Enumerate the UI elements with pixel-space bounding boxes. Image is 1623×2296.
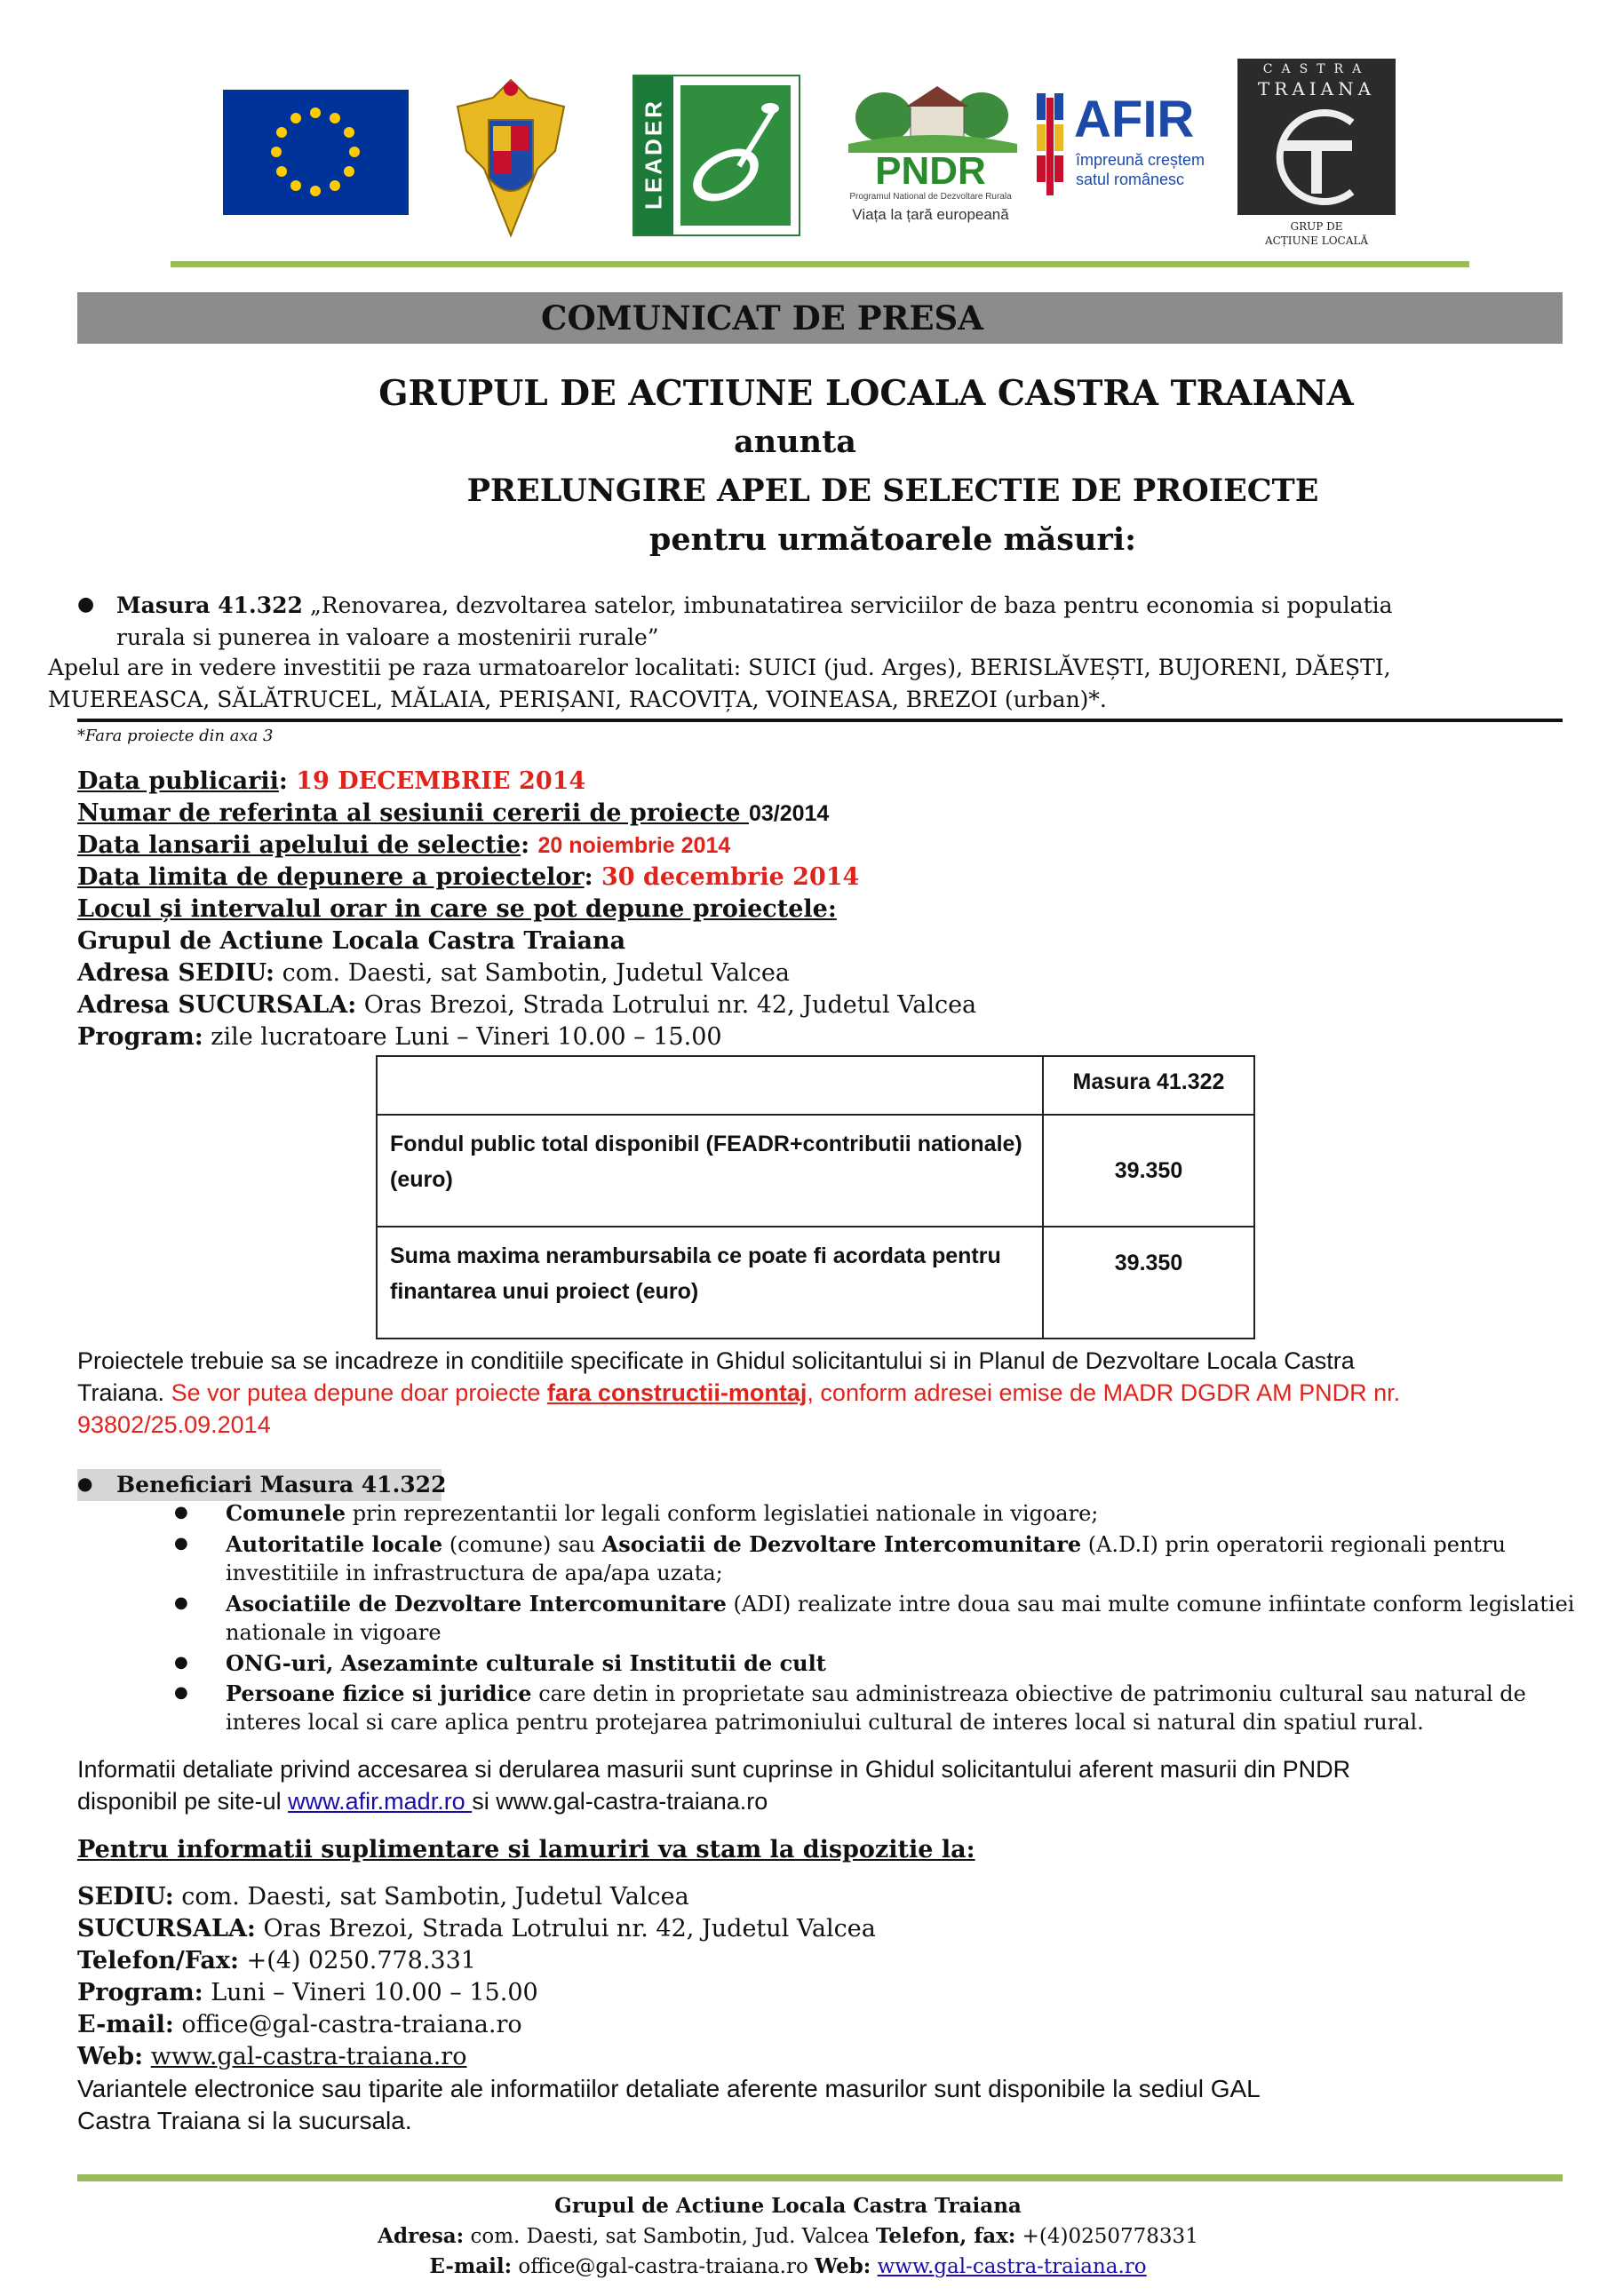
program-value: zile lucratoare Luni – Vineri 10.00 – 15.00 xyxy=(203,1023,722,1051)
branch-address-line xyxy=(77,989,976,1021)
details-line-1: Informatii detaliate privind accesarea si derularea masurii sunt cuprinse in Ghidul solicitantului aferent masurii din PNDR xyxy=(77,1756,1351,1783)
footer-org: Grupul de Actiune Locala Castra Traiana xyxy=(554,2194,1022,2218)
afir-text: AFIR xyxy=(1074,91,1195,148)
announce-word: anunta xyxy=(734,424,856,460)
leader-sower-icon xyxy=(677,82,794,229)
contact-program-label: Program: xyxy=(77,1979,203,2006)
table-row2-value: 39.350 xyxy=(1043,1227,1254,1339)
contact-email-value: office@gal-castra-traiana.ro xyxy=(173,2011,522,2038)
details-line-2 xyxy=(77,1785,768,1817)
conditions-line-2 xyxy=(77,1377,1400,1409)
beneficiary-5-rest: care detin in proprietate sau administreaza obiective de patrimoniu cultural sau natural de xyxy=(531,1681,1526,1706)
conditions-text-c: fara constructii-montaj xyxy=(546,1379,808,1406)
contact-branch-label: SUCURSALA: xyxy=(77,1915,256,1942)
contact-program-line xyxy=(77,1977,538,2009)
publication-date-label: Data publicarii xyxy=(77,767,279,795)
castra-subtext-2: ACȚIUNE LOCALĂ xyxy=(1264,234,1369,247)
castra-text-1: CASTRA xyxy=(1262,62,1371,76)
variants-line-1: Variantele electronice sau tiparite ale informatiilor detaliate aferente masurilor sunt disponibile la sediul GAL xyxy=(77,2075,1261,2102)
contact-web-link[interactable]: www.gal-castra-traiana.ro xyxy=(150,2043,467,2070)
program-label: Program: xyxy=(77,1023,203,1051)
castra-text-2: TRAIANA xyxy=(1257,78,1376,99)
contact-program-value: Luni – Vineri 10.00 – 15.00 xyxy=(203,1979,538,2006)
contact-branch-value: Oras Brezoi, Strada Lotrului nr. 42, Judetul Valcea xyxy=(255,1915,876,1942)
contact-phone-line xyxy=(77,1945,476,1977)
conditions-text-b: Se vor putea depune doar proiecte xyxy=(171,1379,547,1406)
afir-website-link[interactable]: www.afir.madr.ro xyxy=(288,1788,473,1815)
reference-number-value: 03/2014 xyxy=(748,801,830,826)
conditions-text-a: Traiana. xyxy=(77,1379,171,1406)
submission-place-heading: Locul și intervalul orar in care se pot depune proiectele: xyxy=(77,895,837,923)
call-title: PRELUNGIRE APEL DE SELECTIE DE PROIECTE xyxy=(466,473,1319,509)
beneficiary-2 xyxy=(226,1529,1506,1560)
branch-address-value: Oras Brezoi, Strada Lotrului nr. 42, Judetul Valcea xyxy=(356,991,977,1019)
contact-web-label: Web: xyxy=(77,2043,144,2070)
farm-house-icon xyxy=(848,82,1017,153)
beneficiary-2-rest: (A.D.I) prin operatorii regionali pentru xyxy=(1081,1532,1506,1557)
beneficiary-2-line-2: investitiile in infrastructura de apa/apa uzata; xyxy=(226,1561,723,1585)
footer-divider xyxy=(77,2174,1563,2181)
eu-flag-logo xyxy=(223,90,409,215)
deadline-line: Data limita de depunere a proiectelor: 30 decembrie 2014 xyxy=(77,863,860,891)
measure-divider xyxy=(77,719,1563,722)
footer-contact-line xyxy=(77,2252,1499,2281)
launch-date-value: 20 noiembrie 2014 xyxy=(537,833,731,858)
beneficiary-4 xyxy=(226,1649,826,1679)
footer-phone-value: +(4)0250778331 xyxy=(1015,2225,1198,2248)
beneficiaries-bullet: ● xyxy=(77,1473,93,1494)
contact-phone-value: +(4) 0250.778.331 xyxy=(238,1947,476,1974)
beneficiary-3-bold: Asociatiile de Dezvoltare Intercomunitare xyxy=(226,1591,727,1617)
beneficiary-5 xyxy=(226,1679,1526,1709)
contact-email-line xyxy=(77,2009,522,2041)
details-text-a: disponibil pe site-ul xyxy=(77,1788,289,1815)
hq-address-label: Adresa SEDIU: xyxy=(77,959,274,987)
leader-logo xyxy=(632,75,800,236)
measures-subtitle: pentru următoarele măsuri: xyxy=(648,521,1137,558)
beneficiary-bullet-1: ● xyxy=(174,1503,188,1521)
contact-email-label: E-mail: xyxy=(77,2011,174,2038)
beneficiary-1-bold: Comunele xyxy=(226,1500,346,1526)
contact-heading: Pentru informatii suplimentare si lamuriri va stam la dispozitie la: xyxy=(77,1836,975,1863)
details-text-b: si www.gal-castra-traiana.ro xyxy=(472,1788,768,1815)
castra-traiana-logo xyxy=(1237,59,1396,252)
launch-date-label: Data lansarii apelului de selectie xyxy=(77,831,521,859)
table-header-empty-cell xyxy=(377,1056,1043,1115)
beneficiary-2-mid: (comune) sau xyxy=(442,1532,602,1557)
measure-area-1: Apelul are in vedere investitii pe raza urmatoarelor localitati: SUICI (jud. Arges), BERISLĂVEȘTI, BUJORENI, DĂEȘTI, xyxy=(48,655,1391,680)
beneficiary-5-bold: Persoane fizice si juridice xyxy=(226,1680,532,1706)
measure-line-1 xyxy=(116,590,1393,622)
variants-line-2: Castra Traiana si la sucursala. xyxy=(77,2107,412,2134)
measure-name: Masura 41.322 xyxy=(116,592,303,618)
beneficiary-bullet-2: ● xyxy=(174,1534,188,1553)
table-row xyxy=(377,1115,1254,1227)
pndr-subtext: Programul National de Dezvoltare Rurala xyxy=(849,192,1012,202)
program-line xyxy=(77,1021,722,1053)
beneficiary-bullet-5: ● xyxy=(174,1683,188,1702)
measure-footnote: *Fara proiecte din axa 3 xyxy=(77,727,274,745)
eagle-icon xyxy=(449,71,573,240)
measure-desc-1: „Renovarea, dezvoltarea satelor, imbunatatirea serviciilor de baza pentru economia si populatia xyxy=(302,592,1393,618)
eu-stars-icon xyxy=(223,90,409,215)
castra-subtext-1: GRUP DE xyxy=(1290,220,1343,233)
beneficiary-3-line-2: nationale in vigoare xyxy=(226,1620,442,1645)
leader-text: LEADER xyxy=(640,99,667,210)
footer-address-line xyxy=(77,2222,1499,2251)
beneficiary-3 xyxy=(226,1589,1574,1619)
beneficiaries-title: Beneficiari Masura 41.322 xyxy=(116,1472,447,1498)
table-row1-value: 39.350 xyxy=(1043,1115,1254,1227)
beneficiary-bullet-3: ● xyxy=(174,1593,188,1612)
beneficiary-2-bold-2: Asociatii de Dezvoltare Intercomunitare xyxy=(601,1531,1082,1557)
deadline-label: Data limita de depunere a proiectelor xyxy=(77,863,585,891)
afir-subtext-2: satul românesc xyxy=(1076,171,1185,188)
afir-wheat-icon xyxy=(1033,89,1069,204)
footer-email-value: office@gal-castra-traiana.ro xyxy=(512,2255,815,2278)
afir-logo xyxy=(1033,89,1211,204)
beneficiary-5-line-2: interes local si care aplica pentru protejarea patrimoniului cultural de interes local si natural din spatiul rural. xyxy=(226,1710,1424,1735)
footer-address-value: com. Daesti, sat Sambotin, Jud. Valcea xyxy=(464,2225,876,2248)
footer-web-link[interactable]: www.gal-castra-traiana.ro xyxy=(877,2255,1147,2278)
conditions-line-1: Proiectele trebuie sa se incadreze in conditiile specificate in Ghidul solicitantului si in Planul de Dezvoltare Locala Castra xyxy=(77,1347,1355,1374)
hq-address-line xyxy=(77,957,790,989)
branch-address-label: Adresa SUCURSALA: xyxy=(77,991,357,1019)
beneficiary-2-bold-1: Autoritatile locale xyxy=(226,1531,443,1557)
beneficiary-bullet-4: ● xyxy=(174,1653,188,1672)
romania-coat-of-arms-logo xyxy=(449,71,573,240)
header-divider xyxy=(171,261,1469,267)
contact-branch-line xyxy=(77,1913,876,1945)
press-banner-title: COMUNICAT DE PRESA xyxy=(541,298,983,338)
conditions-text-d: , conform adresei emise de MADR DGDR AM PNDR nr. xyxy=(807,1379,1401,1406)
table-row xyxy=(377,1227,1254,1339)
table-row1-label: Fondul public total disponibil (FEADR+contributii nationale)(euro) xyxy=(377,1115,1043,1227)
pndr-logo xyxy=(839,82,1022,231)
hq-address-value: com. Daesti, sat Sambotin, Judetul Valcea xyxy=(274,959,790,987)
castra-emblem-icon xyxy=(1263,105,1370,210)
table-row xyxy=(377,1056,1254,1115)
afir-subtext-1: împreună creștem xyxy=(1076,151,1205,169)
beneficiary-4-bold: ONG-uri, Asezaminte culturale si Institutii de cult xyxy=(226,1650,826,1676)
measure-bullet: ● xyxy=(77,593,95,616)
table-col-header: Masura 41.322 xyxy=(1043,1056,1254,1115)
beneficiary-1 xyxy=(226,1498,1098,1529)
measure-desc-2: rurala si punerea in valoare a mostenirii rurale” xyxy=(116,624,659,650)
pndr-text: PNDR xyxy=(875,149,986,193)
contact-phone-label: Telefon/Fax: xyxy=(77,1947,239,1974)
reference-number-label: Numar de referinta al sesiunii cererii de proiecte xyxy=(77,799,749,827)
reference-number-line xyxy=(77,798,829,830)
beneficiary-1-rest: prin reprezentantii lor legali conform legislatiei nationale in vigoare; xyxy=(346,1501,1099,1526)
table-row2-label: Suma maxima nerambursabila ce poate fi acordata pentru finantarea unui proiect (euro) xyxy=(377,1227,1043,1339)
footer-address-label: Adresa: xyxy=(378,2224,465,2248)
footer-web-label: Web: xyxy=(815,2254,871,2278)
pndr-tagline: Viața la țară europeană xyxy=(852,206,1009,223)
measure-area-2: MUEREASCA, SĂLĂTRUCEL, MĂLAIA, PERIȘANI, RACOVIȚA, VOINEASA, BREZOI (urban)*. xyxy=(48,687,1107,712)
contact-web-line xyxy=(77,2041,466,2073)
publication-date-line: Data publicarii: 19 DECEMBRIE 2014 xyxy=(77,767,586,795)
submission-org-name: Grupul de Actiune Locala Castra Traiana xyxy=(77,927,626,955)
press-banner xyxy=(77,292,1563,344)
footer-phone-label: Telefon, fax: xyxy=(875,2224,1016,2248)
org-title: GRUPUL DE ACTIUNE LOCALA CASTRA TRAIANA xyxy=(378,373,1354,414)
launch-date-line: Data lansarii apelului de selectie: 20 noiembrie 2014 xyxy=(77,831,731,859)
publication-date-value: 19 DECEMBRIE 2014 xyxy=(296,767,586,795)
contact-hq-label: SEDIU: xyxy=(77,1883,174,1911)
deadline-value: 30 decembrie 2014 xyxy=(601,863,860,891)
funding-table xyxy=(376,1055,1255,1339)
beneficiary-3-rest: (ADI) realizate intre doua sau mai multe comune infiintate conform legislatiei xyxy=(726,1592,1575,1617)
footer-email-label: E-mail: xyxy=(429,2254,513,2278)
contact-hq-value: com. Daesti, sat Sambotin, Judetul Valcea xyxy=(173,1883,689,1911)
contact-hq-line xyxy=(77,1881,689,1913)
conditions-line-3: 93802/25.09.2014 xyxy=(77,1411,271,1438)
